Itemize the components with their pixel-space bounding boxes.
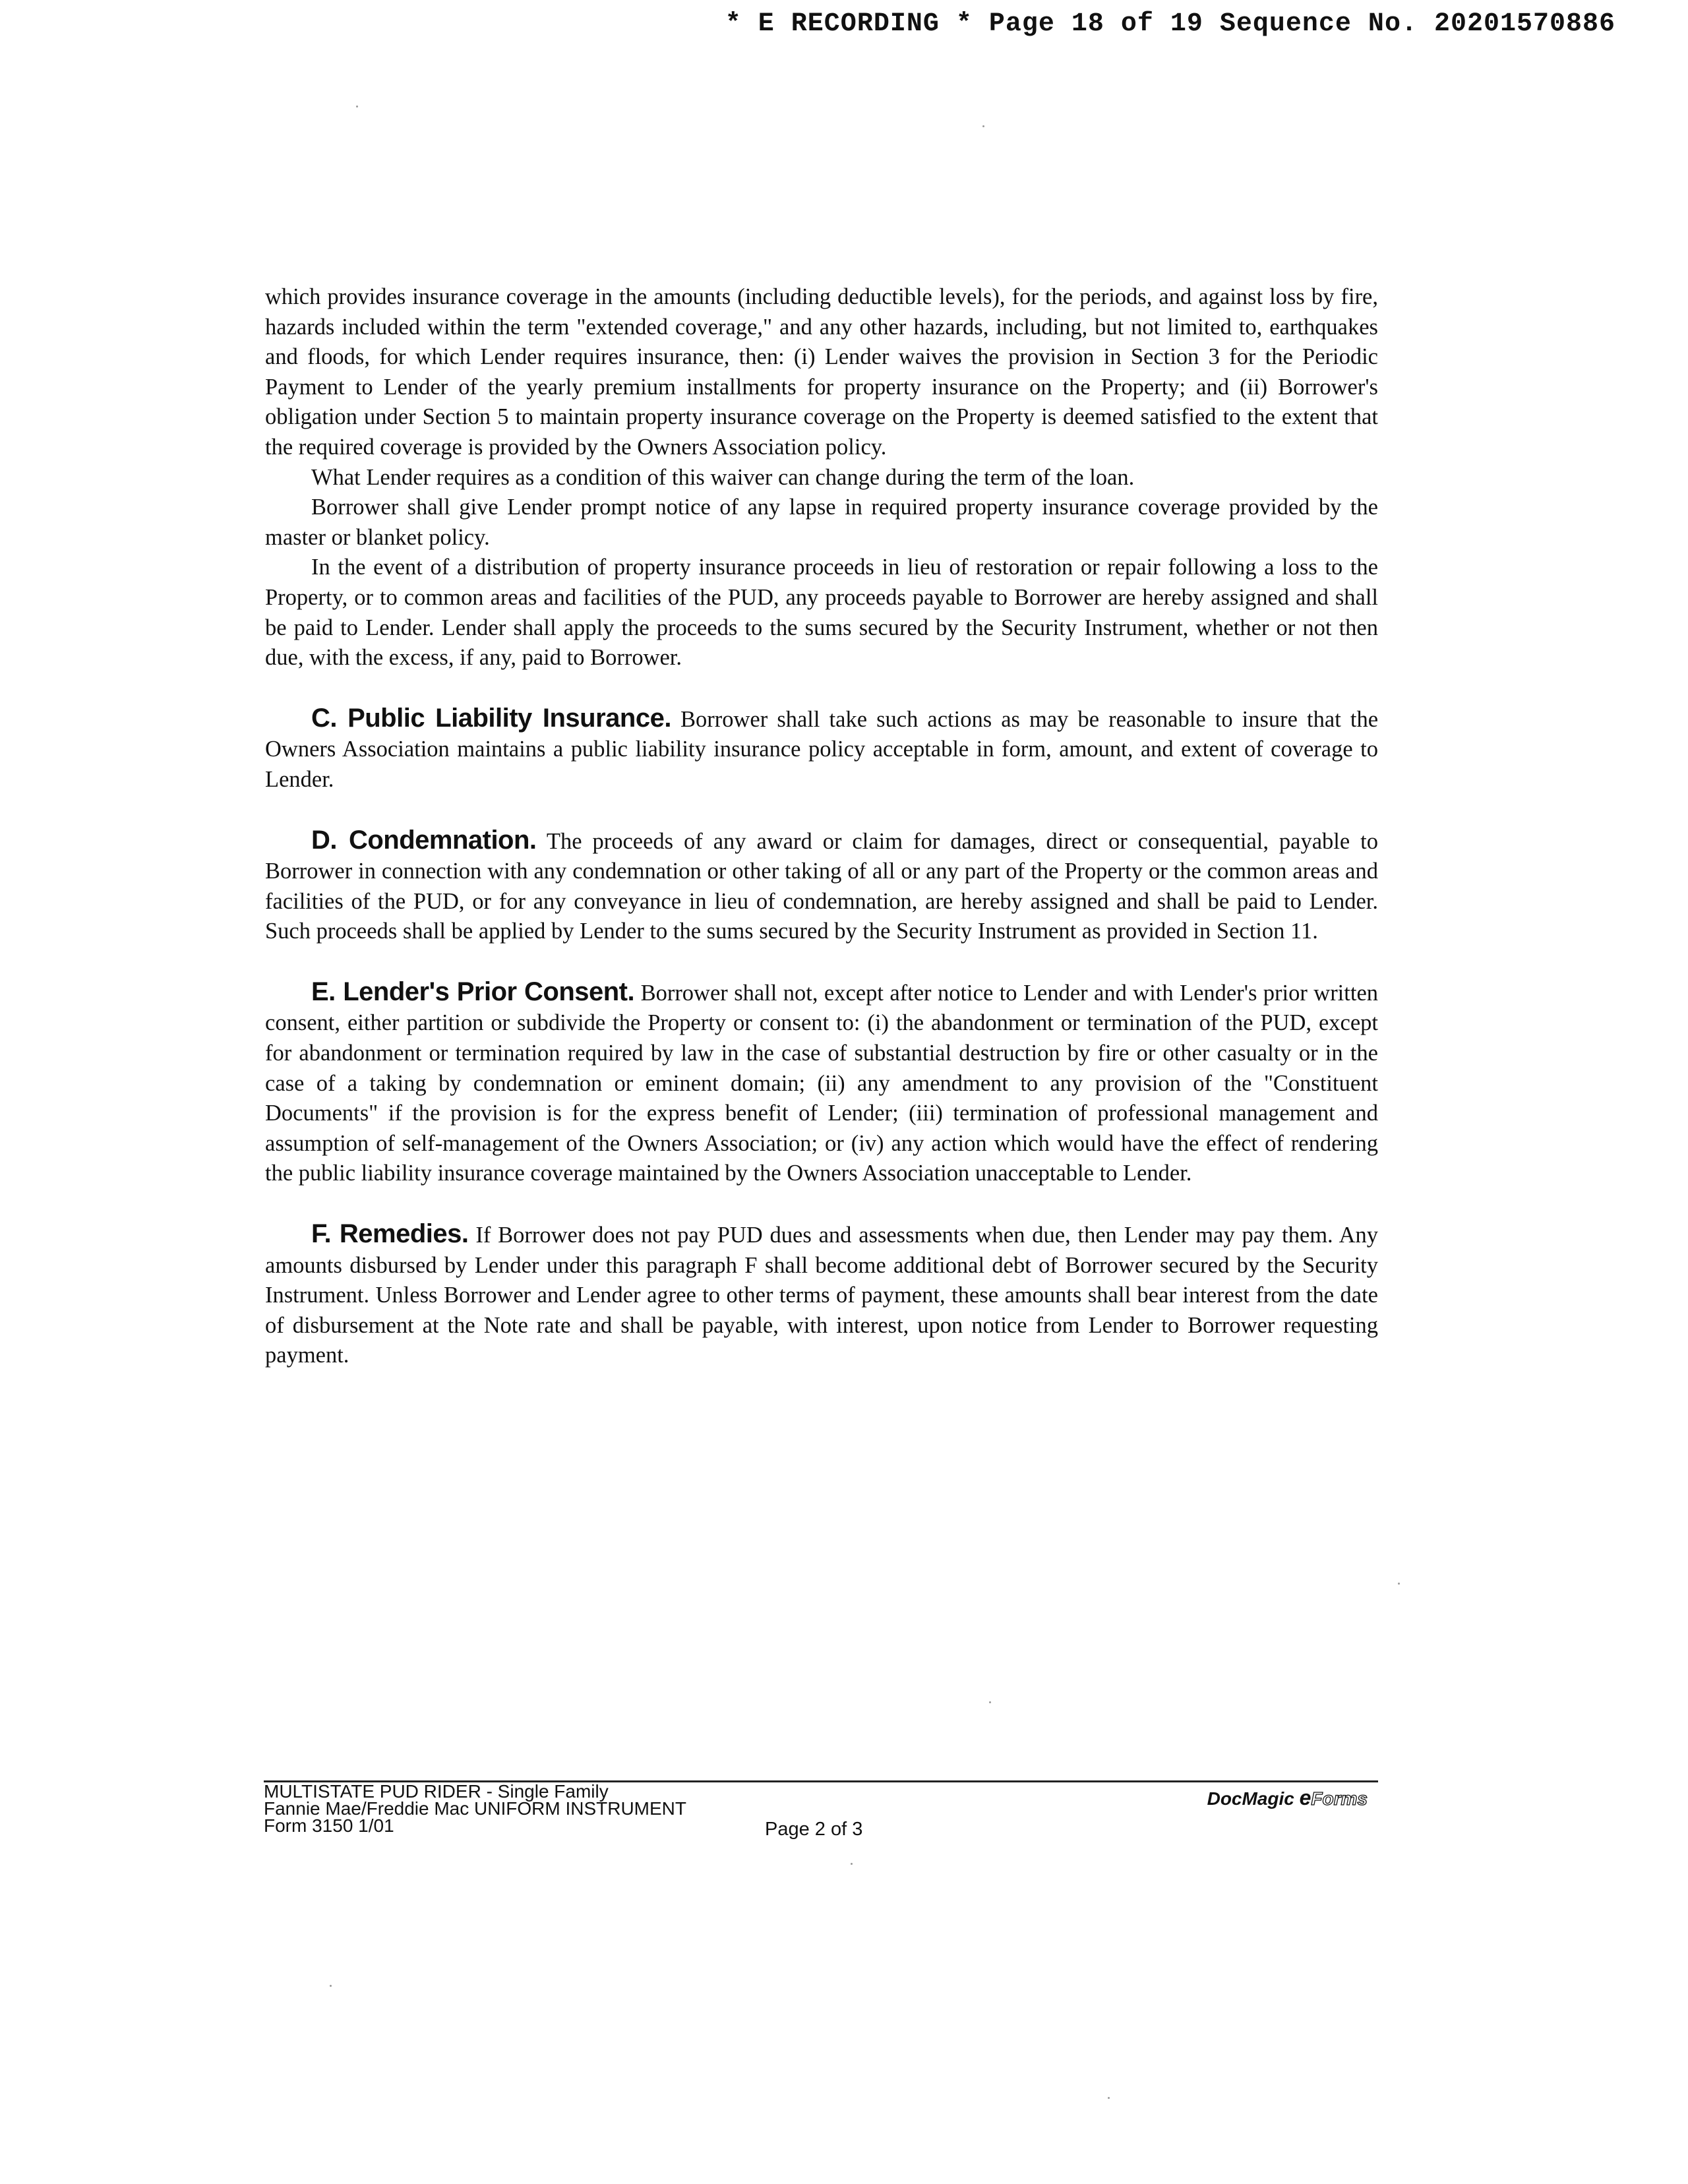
- scan-speck: [989, 1701, 991, 1703]
- document-body: [265, 282, 1378, 1371]
- brand-forms: Forms: [1311, 1788, 1368, 1809]
- section-f-text: If Borrower does not pay PUD dues and assessments when due, then Lender may pay them. Any amounts disbursed by Lender under this paragraph F shall become additional debt of Borrower secured by the Security Instrument. Unless Borrower and Lender agree to other terms of payment, these amounts shall bear interest from the date of disbursement at the Note rate and shall be payable, with interest, upon notice from Lender to Borrower requesting payment.: [265, 1223, 1378, 1368]
- section-d-text: The proceeds of any award or claim for damages, direct or consequential, payable to Borrower in connection with any condemnation or other taking of all or any part of the Property or the common areas and facilities of the PUD, or for any conveyance in lieu of condemnation, are hereby assigned and shall be paid to Lender. Such proceeds shall be applied by Lender to the sums secured by the Security Instrument as provided in Section 11.: [265, 828, 1378, 944]
- section-e-heading: E. Lender's Prior Consent.: [311, 977, 635, 1006]
- recording-header: * E RECORDING * Page 18 of 19 Sequence No. 20201570886: [725, 9, 1615, 39]
- section-d-heading: D. Condemnation.: [311, 825, 537, 855]
- scan-speck: [982, 125, 984, 127]
- paragraph-distribution: In the event of a distribution of property insurance proceeds in lieu of restoration or repair following a loss to the Property, or to common areas and facilities of the PUD, any proceeds payable to Borrower are hereby assigned and shall be paid to Lender. Lender shall apply the proceeds to the sums secured by the Security Instrument, whether or not then due, with the excess, if any, paid to Borrower.: [265, 555, 1378, 671]
- scan-speck: [851, 1863, 853, 1865]
- brand-name: DocMagic: [1207, 1788, 1294, 1809]
- section-c: [265, 704, 1378, 795]
- section-d: [265, 826, 1378, 947]
- section-c-heading: C. Public Liability Insurance.: [311, 703, 671, 733]
- section-e-text: Borrower shall not, except after notice to Lender and with Lender's prior written consent, either partition or subdivide the Property or consent to: (i) the abandonment or termination of the PUD, except for abandonment or termination required by law in the case of substantial destruction by fire or other casualty or in the case of a taking by condemnation or eminent domain; (ii) any amendment to any provision of the "Constituent Documents" if the provision is for the express benefit of Lender; (iii) termination of professional management and assumption of self-management of the Owners Association; or (iv) any action which would have the effect of rendering the public liability insurance coverage maintained by the Owners Association unacceptable to Lender.: [265, 980, 1379, 1186]
- footer-form-info: [264, 1783, 686, 1835]
- brand-e-mark: e: [1299, 1786, 1311, 1809]
- docmagic-logo: [1207, 1786, 1368, 1810]
- scan-speck: [356, 106, 358, 107]
- scan-speck: [1398, 1583, 1400, 1585]
- section-c-text: Borrower shall take such actions as may be reasonable to insure that the Owners Association maintains a public liability insurance policy acceptable in form, amount, and extent of coverage to Lender.: [265, 706, 1379, 792]
- scan-speck: [330, 1985, 332, 1987]
- footer-page-number: Page 2 of 3: [765, 1819, 863, 1840]
- footer-form-title: MULTISTATE PUD RIDER - Single Family: [264, 1781, 609, 1802]
- footer-form-number: Form 3150 1/01: [264, 1815, 394, 1836]
- paragraph-coverage: which provides insurance coverage in the amounts (including deductible levels), for the periods, and against loss by fire, hazards included within the term "extended coverage," and any other hazards, including, but not limited to, earthquakes and floods, for which Lender requires insurance, then: (i) Lender waives the provision in Section 3 for the Periodic Payment to Lender of the yearly premium installments for property insurance on the Property; and (ii) Borrower's obligation under Section 5 to maintain property insurance coverage on the Property is deemed satisfied to the extent that the required coverage is provided by the Owners Association policy.: [265, 284, 1378, 460]
- scan-speck: [1108, 2097, 1110, 2099]
- section-e: [265, 977, 1378, 1189]
- paragraph-notice: Borrower shall give Lender prompt notice of any lapse in required property insurance coverage provided by the master or blanket policy.: [265, 495, 1378, 550]
- footer-form-instrument: Fannie Mae/Freddie Mac UNIFORM INSTRUMENT: [264, 1798, 687, 1819]
- section-f-heading: F. Remedies.: [311, 1219, 469, 1249]
- section-f: [265, 1219, 1378, 1371]
- paragraph-waiver: What Lender requires as a condition of this waiver can change during the term of the loan.: [311, 464, 1135, 490]
